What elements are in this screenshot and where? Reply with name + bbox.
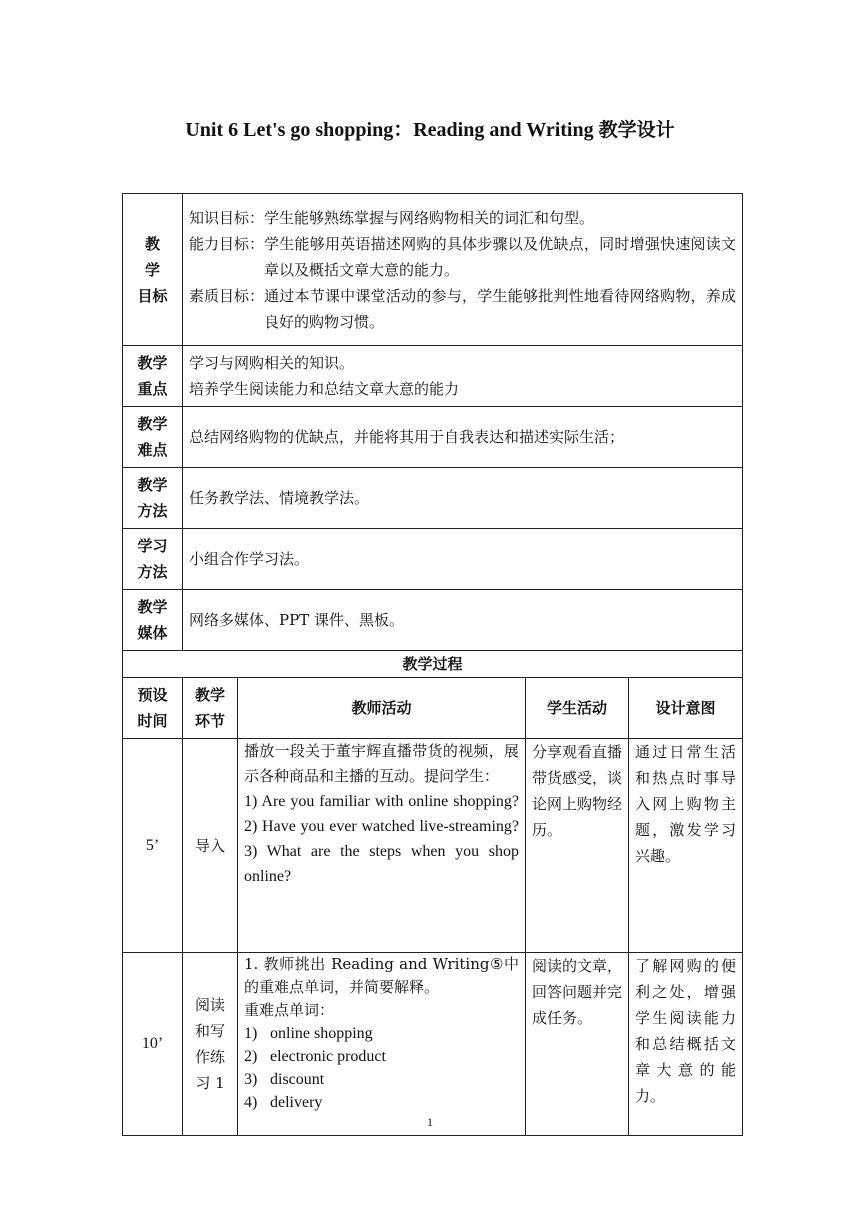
col-student: 学生活动 [526,678,629,739]
page-number: 1 [427,1115,433,1129]
document-title [0,113,860,142]
goals-row [123,194,743,346]
learning-method-row [123,529,743,590]
process-title: 教学过程 [123,651,743,678]
col-time: 预设 时间 [123,678,183,739]
goal-ability: 能力目标： 学生能够用英语描述网购的具体步骤以及优缺点，同时增强快速阅读文章以及概括文章大意的能力。 [189,234,737,279]
step-student-activity: 阅读的文章，回答问题并完成任务。 [526,953,629,1136]
step-design-intent: 了解网购的便利之处，增强学生阅读能力和总结概括文章大意的能力。 [629,953,743,1136]
step-design-intent: 通过日常生活和热点时事导入网上购物主题，激发学习兴趣。 [629,739,743,953]
step-teacher-activity: 1. 教师挑出 Reading and Writing⑤中的重难点单词，并简要解释。 重难点单词： 1) online shopping 2) electronic product 3) discount 4) delivery [238,953,526,1136]
list-item: 2) electronic product [244,1048,386,1065]
title-chinese: 教学设计 [598,119,675,141]
lesson-plan-table [122,193,743,1136]
goal-quality: 素质目标： 通过本节课中课堂活动的参与，学生能够批判性地看待网络购物，养成良好的购物习惯。 [189,286,737,331]
list-item: 4) delivery [244,1094,323,1111]
media-row [123,590,743,651]
title-english: Unit 6 Let's go shopping：Reading and Writing [185,119,599,141]
step-teacher-activity: 播放一段关于董宇辉直播带货的视频，展示各种商品和主播的互动。提问学生： 1) Are you familiar with online shopping? 2) Have you ever watched live-streaming? 3) What are the steps when you shop online? [238,739,526,953]
col-intent: 设计意图 [629,678,743,739]
method-header: 教学 方法 [123,468,183,529]
goal-knowledge: 知识目标： 学生能够熟练掌握与网络购物相关的词汇和句型。 [189,208,595,227]
process-title-row [123,651,743,678]
process-header-row [123,678,743,739]
learning-method-header: 学习 方法 [123,529,183,590]
goals-header: 教 学 目标 [123,194,183,346]
list-item: 3) discount [244,1071,325,1088]
keypoints-row [123,346,743,407]
goals-content [183,194,743,346]
col-stage: 教学 环节 [183,678,238,739]
method-row [123,468,743,529]
step-row [123,739,743,953]
step-time: 10’ [123,953,183,1136]
method-content: 任务教学法、情境教学法。 [183,468,743,529]
difficulties-content: 总结网络购物的优缺点，并能将其用于自我表达和描述实际生活； [183,407,743,468]
step-student-activity: 分享观看直播带货感受，谈论网上购物经历。 [526,739,629,953]
learning-method-content: 小组合作学习法。 [183,529,743,590]
step-stage: 阅读 和写 作练 习 1 [183,953,238,1136]
step-stage: 导入 [183,739,238,953]
media-header: 教学 媒体 [123,590,183,651]
step-time: 5’ [123,739,183,953]
list-item: 1) online shopping [244,1025,373,1042]
step-row [123,953,743,1136]
keypoints-content: 学习与网购相关的知识。 培养学生阅读能力和总结文章大意的能力 [183,346,743,407]
difficulties-row [123,407,743,468]
media-content: 网络多媒体、PPT 课件、黑板。 [183,590,743,651]
difficulties-header: 教学 难点 [123,407,183,468]
keypoints-header: 教学 重点 [123,346,183,407]
col-teacher: 教师活动 [238,678,526,739]
